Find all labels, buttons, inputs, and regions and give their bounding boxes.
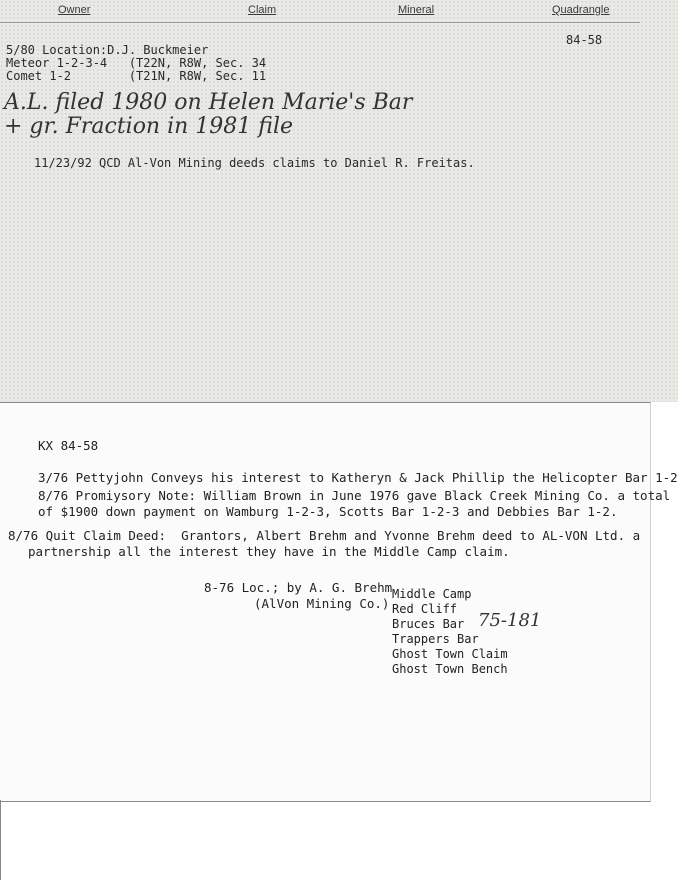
claim-item: Ghost Town Bench xyxy=(392,662,508,676)
index-card-bottom xyxy=(0,402,678,802)
deed-note: 11/23/92 QCD Al-Von Mining deeds claims to Daniel R. Freitas. xyxy=(34,156,475,170)
card-reference: KX 84-58 xyxy=(38,438,99,453)
comet-line: Comet 1-2 (T21N, R8W, Sec. 11 xyxy=(6,69,267,83)
location-line: 5/80 Location:D.J. Buckmeier xyxy=(6,43,209,57)
entry-promissory-note: 8/76 Promiysory Note: William Brown in June 1976 gave Black Creek Mining Co. a total xyxy=(38,488,671,503)
owner-header: Owner xyxy=(58,4,91,16)
mineral-header: Mineral xyxy=(398,4,435,16)
entry-pettyjohn: 3/76 Pettyjohn Conveys his interest to Katheryn & Jack Phillip the Helicopter Bar 1-2 xyxy=(38,470,678,485)
claim-item: Bruces Bar xyxy=(392,617,465,631)
scan-edge-line xyxy=(0,800,1,880)
index-card-top xyxy=(0,0,678,402)
entry-quit-claim: 8/76 Quit Claim Deed: Grantors, Albert Brehm and Yvonne Brehm deed to AL-VON Ltd. a xyxy=(8,528,641,543)
location-company: (AlVon Mining Co.) xyxy=(254,596,390,611)
handwritten-claim-number: 75-181 xyxy=(478,610,542,631)
claim-item: Ghost Town Claim xyxy=(392,647,508,661)
handwritten-note-2: + gr. Fraction in 1981 file xyxy=(4,114,294,139)
quadrangle-header: Quadrangle xyxy=(552,4,610,16)
meteor-line: Meteor 1-2-3-4 (T22N, R8W, Sec. 34 xyxy=(6,56,267,70)
location-entry: 8-76 Loc.; by A. G. Brehm xyxy=(204,580,393,595)
claim-item: Red Cliff xyxy=(392,602,458,616)
handwritten-note-1: A.L. filed 1980 on Helen Marie's Bar xyxy=(4,90,413,115)
claim-item: Middle Camp xyxy=(392,587,472,601)
claim-item: Trappers Bar xyxy=(392,632,479,646)
claim-header: Claim xyxy=(248,4,277,16)
entry-quit-claim-cont: partnership all the interest they have in the Middle Camp claim. xyxy=(28,544,510,559)
quadrangle-number: 84-58 xyxy=(566,33,603,47)
entry-promissory-note-cont: of $1900 down payment on Wamburg 1-2-3, Scotts Bar 1-2-3 and Debbies Bar 1-2. xyxy=(38,504,618,519)
card-header xyxy=(0,0,640,23)
